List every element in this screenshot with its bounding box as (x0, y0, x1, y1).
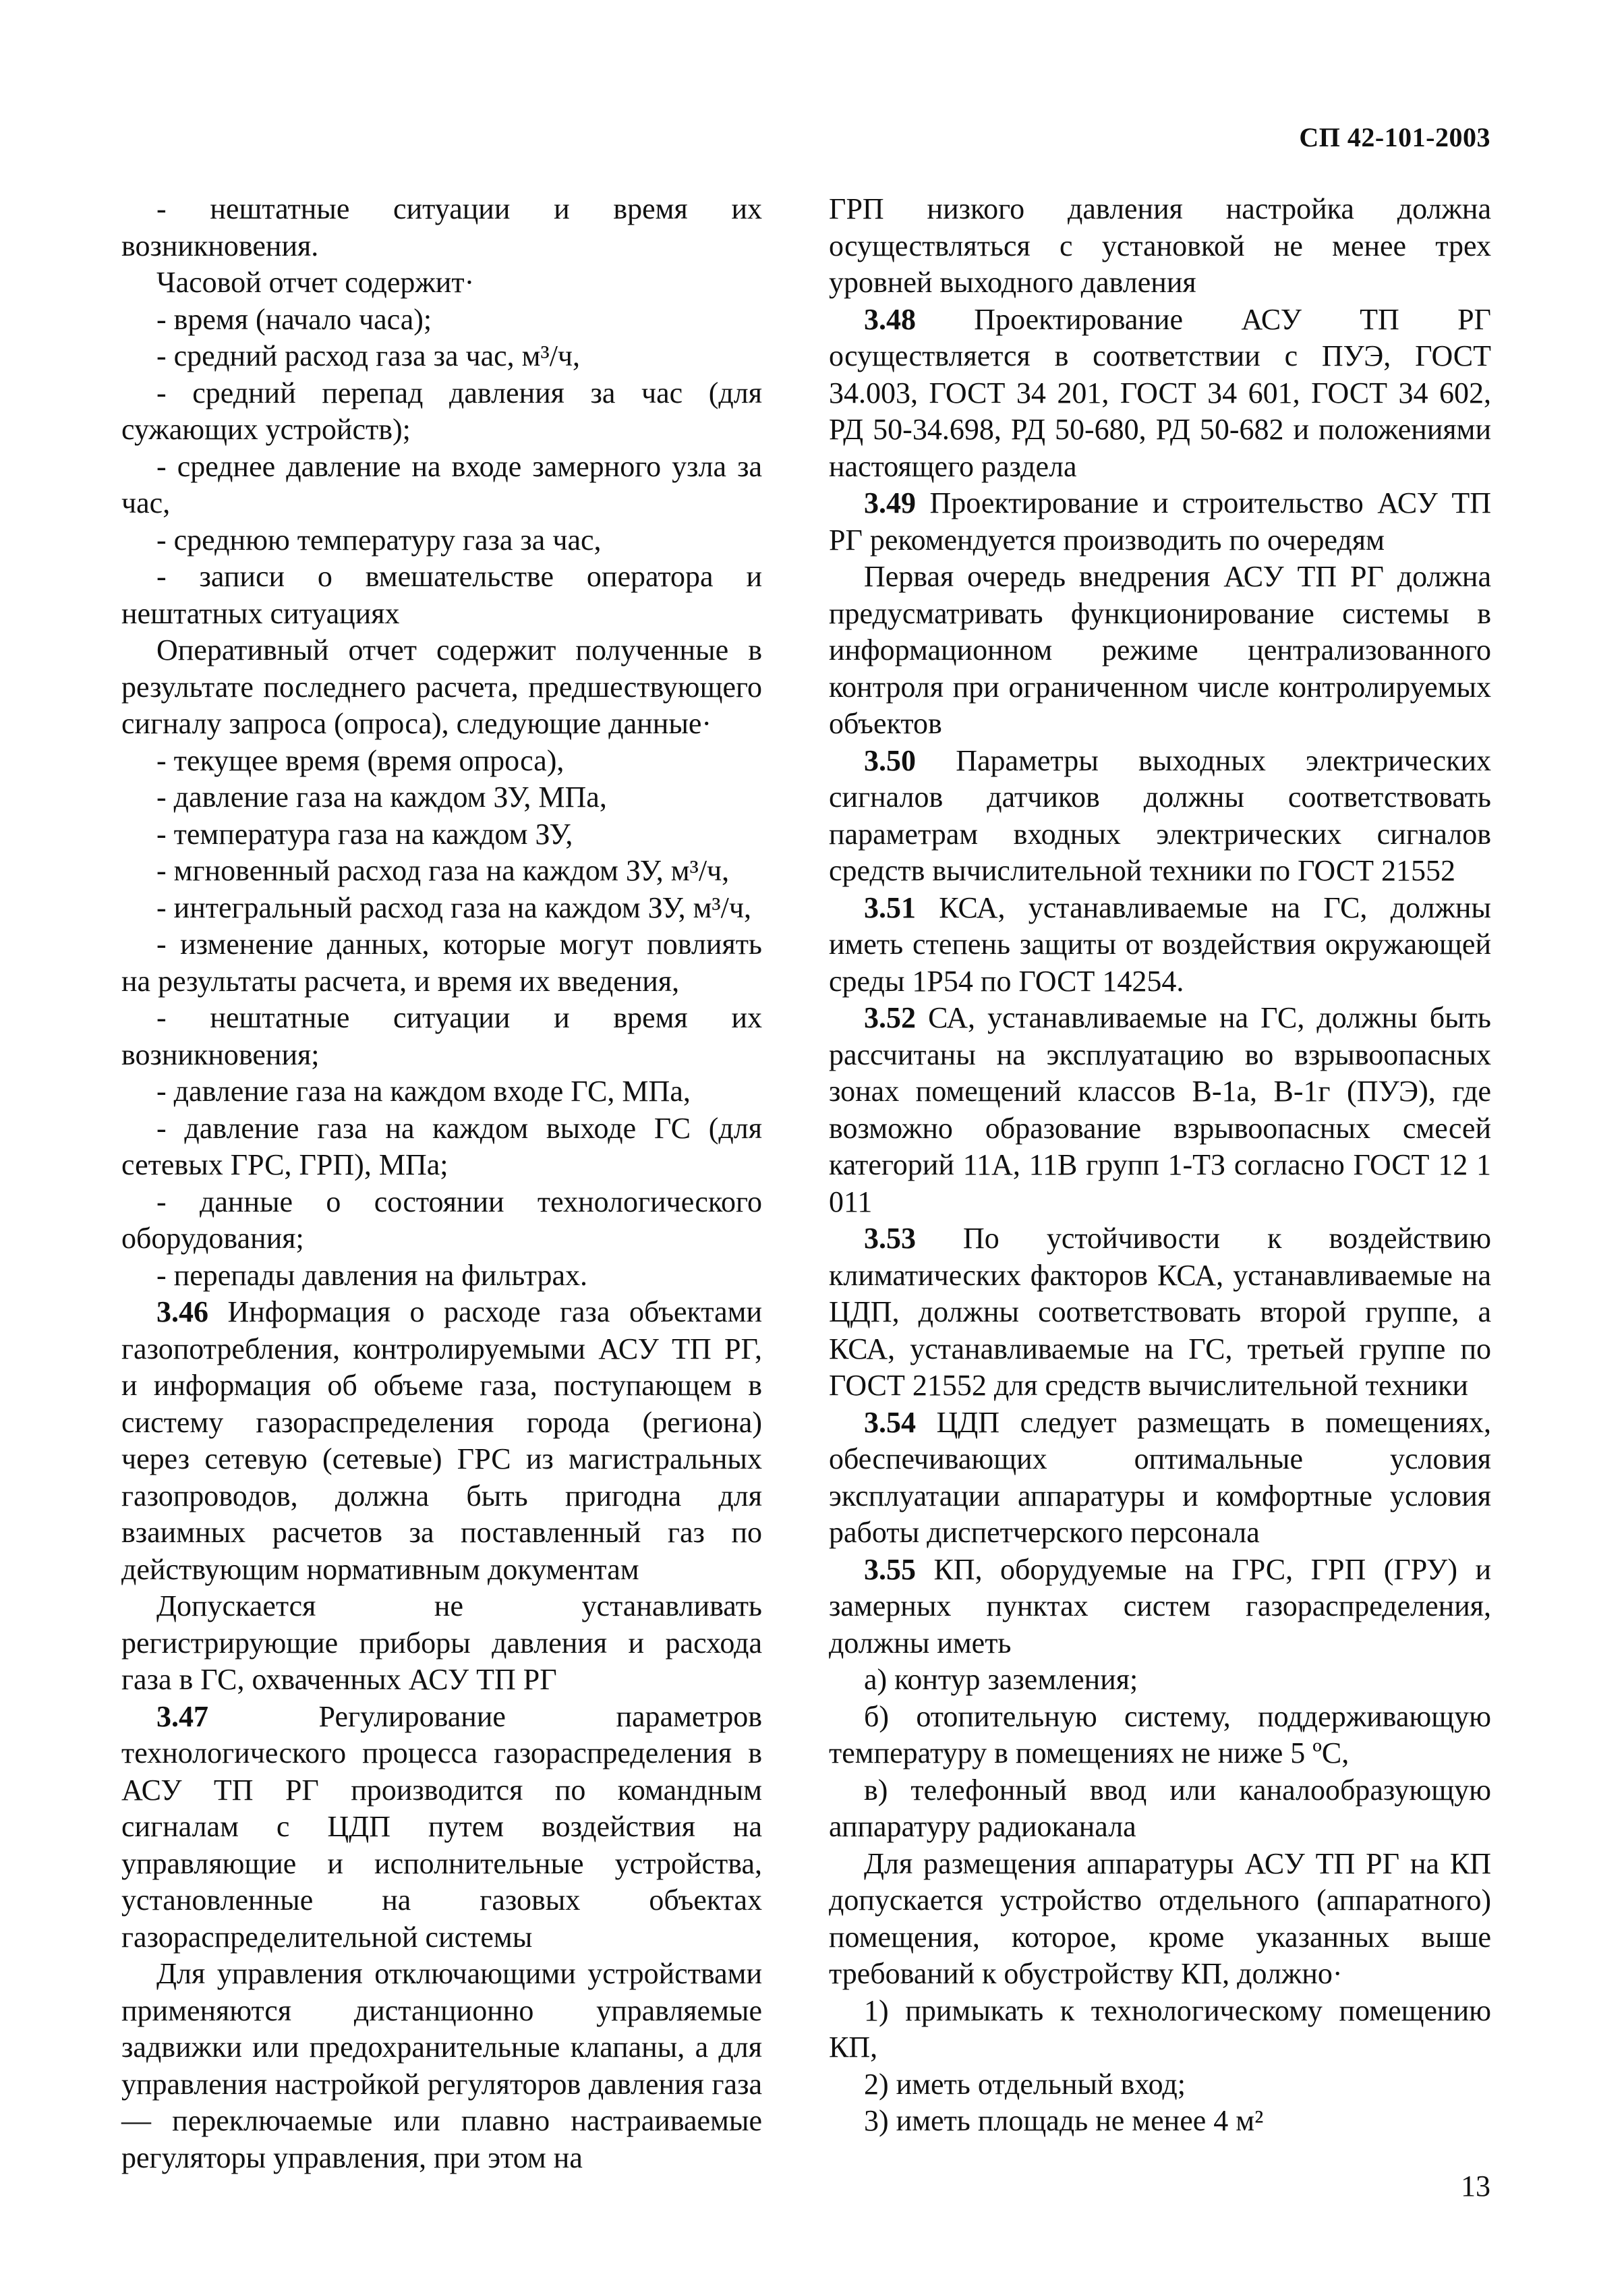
paragraph-text: ЦДП следует размещать в помещениях, обеспечивающих оптимальные условия эксплуатации аппаратуры и комфортные условия работы диспетчерского персонала (829, 1405, 1491, 1549)
paragraph-text: Проектирование и строительство АСУ ТП РГ рекомендуется производить по очередям (829, 486, 1491, 557)
paragraph (829, 1699, 1491, 1772)
page-number: 13 (1461, 2170, 1490, 2203)
paragraph-text: Параметры выходных электрических сигналов датчиков должны соответствовать параметрам входных электрических сигналов средств вычислительной техники по ГОСТ 21552 (829, 743, 1491, 887)
paragraph-text: КСА, устанавливаемые на ГС, должны иметь степень защиты от воздействия окружающей среды 1Р54 по ГОСТ 14254. (829, 890, 1491, 998)
paragraph-text: 2) иметь отдельный вход; (864, 2067, 1186, 2101)
paragraph-text: - данные о состоянии технологического оборудования; (121, 1185, 762, 1255)
paragraph (121, 449, 762, 522)
paragraph (121, 926, 762, 1000)
paragraph (121, 1956, 762, 2176)
paragraph (829, 2066, 1491, 2103)
paragraph (121, 522, 762, 559)
paragraph-text: - записи о вмешательстве оператора и нештатных ситуациях (121, 560, 762, 630)
clause-paragraph (829, 890, 1491, 1000)
clause-number: 3.55 (864, 1552, 916, 1586)
paragraph-text: - нештатные ситуации и время их возникновения. (121, 192, 762, 262)
clause-number: 3.51 (864, 890, 916, 924)
paragraph-text: - средний расход газа за час, м³/ч, (156, 339, 581, 372)
paragraph-text: - интегральный расход газа на каждом ЗУ, м³/ч, (156, 890, 751, 924)
paragraph-text: - мгновенный расход газа на каждом ЗУ, м³/ч, (156, 854, 730, 887)
paragraph-text: - изменение данных, которые могут повлиять на результаты расчета, и время их введения, (121, 928, 762, 998)
paragraph (121, 1110, 762, 1184)
paragraph (121, 816, 762, 853)
clause-paragraph (829, 743, 1491, 890)
paragraph-text: ГРП низкого давления настройка должна осуществляться с установкой не менее трех уровней выходного давления (829, 192, 1491, 299)
clause-number: 3.52 (864, 1001, 916, 1034)
paragraph (121, 779, 762, 816)
paragraph (121, 1073, 762, 1110)
paragraph (121, 743, 762, 780)
clause-paragraph (829, 1220, 1491, 1405)
paragraph-text: 3) иметь площадь не менее 4 м² (864, 2104, 1264, 2137)
paragraph-text: - давление газа на каждом входе ГС, МПа, (156, 1075, 691, 1108)
clause-number: 3.47 (156, 1699, 208, 1733)
clause-paragraph (829, 1000, 1491, 1220)
paragraph (121, 559, 762, 632)
paragraph-text: Допускается не устанавливать регистрирующие приборы давления и расхода газа в ГС, охваченных АСУ ТП РГ (121, 1589, 762, 1696)
paragraph (121, 375, 762, 449)
clause-paragraph (121, 1699, 762, 1956)
paragraph-text: СА, устанавливаемые на ГС, должны быть рассчитаны на эксплуатацию во взрывоопасных зонах помещений классов В-1а, В-1г (ПУЭ), где возможно образование взрывоопасных смесей категорий 11А, 11В групп 1-ТЗ согласно ГОСТ 12 1 011 (829, 1001, 1491, 1218)
paragraph-text: Информация о расходе газа объектами газопотребления, контролируемыми АСУ ТП РГ, и информация об объеме газа, поступающем в систему газораспределения города (региона) через сетевую (сетевые) ГРС из магистральных газопроводов, должна быть пригодна для взаимных расчетов за поставленный газ по действующим нормативным документам (121, 1295, 762, 1586)
paragraph (829, 1993, 1491, 2066)
paragraph (121, 338, 762, 375)
paragraph-text: - время (начало часа); (156, 302, 432, 336)
paragraph (121, 1588, 762, 1699)
paragraph (121, 302, 762, 339)
document-code-header: СП 42-101-2003 (1299, 122, 1490, 152)
paragraph-text: - температура газа на каждом ЗУ, (156, 817, 573, 851)
paragraph-text: в) телефонный ввод или каналообразующую аппаратуру радиоканала (829, 1773, 1491, 1843)
paragraph-text: б) отопительную систему, поддерживающую температуру в помещениях не ниже 5 ºС, (829, 1699, 1491, 1769)
paragraph-text: Для управления отключающими устройствами применяются дистанционно управляемые задвижки или предохранительные клапаны, а для управления настройкой регуляторов давления газа — переключаемые или плавно настраиваемые регуляторы управления, при этом на (121, 1957, 762, 2174)
paragraph-text: КП, оборудуемые на ГРС, ГРП (ГРУ) и замерных пунктах систем газораспределения, должны иметь (829, 1552, 1491, 1660)
clause-number: 3.46 (156, 1295, 208, 1328)
paragraph-text: Часовой отчет содержит· (156, 266, 475, 299)
paragraph-text: - среднюю температуру газа за час, (156, 523, 602, 557)
paragraph (829, 191, 1491, 302)
paragraph-text: Для размещения аппаратуры АСУ ТП РГ на КП допускается устройство отдельного (аппаратного) помещения, которое, кроме указанных выше требований к обустройству КП, должно· (829, 1846, 1491, 1990)
paragraph-text: а) контур заземления; (864, 1663, 1138, 1696)
clause-number: 3.53 (864, 1222, 916, 1255)
clause-number: 3.48 (864, 302, 916, 336)
paragraph (829, 1772, 1491, 1846)
paragraph-text: Проектирование АСУ ТП РГ осуществляется в соответствии с ПУЭ, ГОСТ 34.003, ГОСТ 34 201, ГОСТ 34 601, ГОСТ 34 602, РД 50-34.698, РД 50-680, РД 50-682 и положениями настоящего раздела (829, 302, 1491, 483)
clause-paragraph (829, 1405, 1491, 1552)
paragraph-text: 1) примыкать к технологическому помещению КП, (829, 1993, 1491, 2064)
clause-paragraph (121, 1294, 762, 1588)
paragraph-text: Первая очередь внедрения АСУ ТП РГ должна предусматривать функционирование системы в информационном режиме централизованного контроля при ограниченном числе контролируемых объектов (829, 560, 1491, 740)
right-column (829, 191, 1491, 2140)
left-column (121, 191, 762, 2176)
clause-number: 3.49 (864, 486, 916, 519)
paragraph (121, 853, 762, 890)
paragraph-text: - текущее время (время опроса), (156, 743, 564, 777)
paragraph (829, 1846, 1491, 1993)
paragraph (121, 1000, 762, 1073)
clause-paragraph (829, 1552, 1491, 1662)
paragraph (829, 2103, 1491, 2140)
paragraph-text: - нештатные ситуации и время их возникновения; (121, 1001, 762, 1071)
clause-number: 3.54 (864, 1405, 916, 1439)
paragraph-text: Регулирование параметров технологического процесса газораспределения в АСУ ТП РГ производится по командным сигналам с ЦДП путем воздействия на управляющие и исполнительные устройства, установленные на газовых объектах газораспределительной системы (121, 1699, 762, 1954)
paragraph (121, 1257, 762, 1295)
paragraph-text: Оперативный отчет содержит полученные в результате последнего расчета, предшествующего сигналу запроса (опроса), следующие данные· (121, 633, 762, 740)
paragraph (121, 264, 762, 302)
paragraph-text: - давление газа на каждом выходе ГС (для сетевых ГРС, ГРП), МПа; (121, 1111, 762, 1181)
paragraph-text: - среднее давление на входе замерного узла за час, (121, 449, 762, 519)
paragraph-text: - перепады давления на фильтрах. (156, 1258, 587, 1292)
clause-number: 3.50 (864, 743, 916, 777)
paragraph (829, 1662, 1491, 1699)
clause-paragraph (829, 485, 1491, 559)
paragraph-text: - давление газа на каждом ЗУ, МПа, (156, 781, 607, 814)
paragraph (121, 191, 762, 264)
clause-paragraph (829, 302, 1491, 486)
paragraph-text: По устойчивости к воздействию климатических факторов КСА, устанавливаемые на ЦДП, должны соответствовать второй группе, а КСА, устанавливаемые на ГС, третьей группе по ГОСТ 21552 для средств вычислительной техники (829, 1222, 1491, 1402)
paragraph (829, 559, 1491, 743)
paragraph (121, 890, 762, 927)
paragraph (121, 1184, 762, 1257)
paragraph (121, 632, 762, 743)
paragraph-text: - средний перепад давления за час (для сужающих устройств); (121, 376, 762, 446)
